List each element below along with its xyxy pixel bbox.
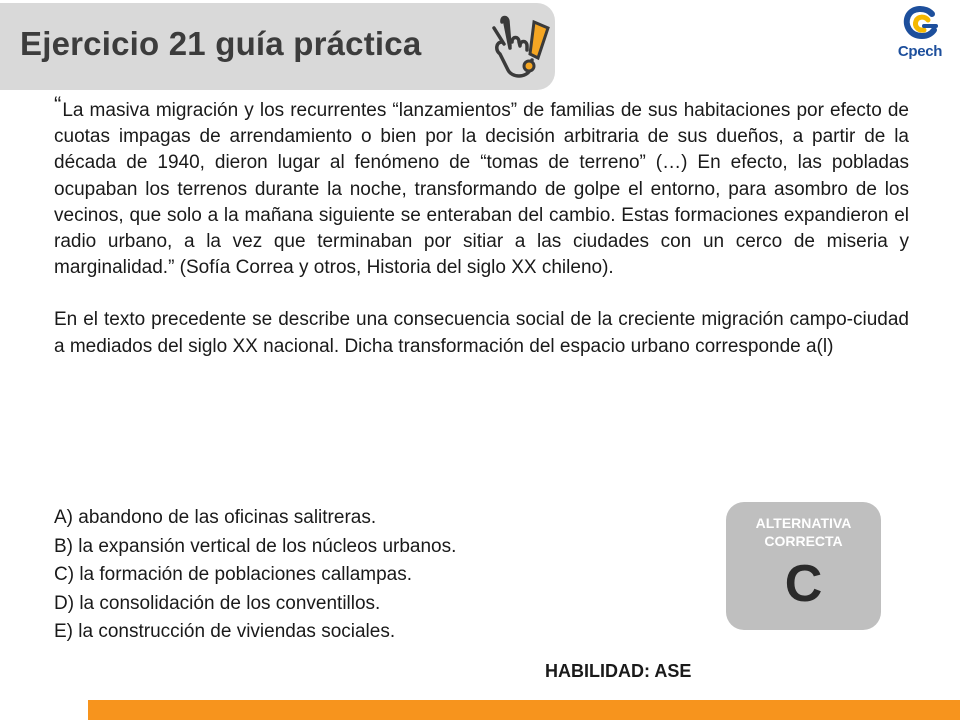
correct-answer-letter: C [784,555,823,613]
correct-answer-label [726,514,881,550]
skill-label: HABILIDAD: ASE [545,661,692,681]
cpech-logo-mark [888,4,952,44]
passage-text: La masiva migración y los recurrentes “lanzamientos” de familias de sus habitaciones por efecto de cuotas impagas de arrendamiento o bien por la decisión arbitraria de sus dueños, a partir de la década de 1940, dieron lugar al fenómeno de “tomas de terreno” (…) En efecto, las pobladas ocupaban los terrenos durante la noche, transformando de golpe el entorno, para asombro de los vecinos, que solo a la mañana siguiente se enteraban del cambio. Estas formaciones expandieron el radio urbano, a la vez que terminaban por sitiar a las ciudades con un cerco de miseria y marginalidad.” (Sofía Correa y otros, Historia del siglo XX chileno). [54,100,909,279]
footer-accent-bar [88,700,960,720]
option-d: D) la consolidación de los conventillos. [54,592,381,614]
answer-label-line1: ALTERNATIVA [755,515,852,531]
answer-label-line2: CORRECTA [764,533,843,549]
options-list [54,504,694,647]
open-quote: “ [54,92,62,117]
option-b: B) la expansión vertical de los núcleos urbanos. [54,535,457,557]
option-a: A) abandono de las oficinas salitreras. [54,507,377,528]
page-title: Ejercicio 21 guía práctica [20,25,422,62]
header-tab [0,3,555,90]
correct-answer-box [726,502,881,630]
option-c: C) la formación de poblaciones callampas. [54,564,413,585]
option-e: E) la construcción de viviendas sociales. [54,621,396,642]
hand-pointer-exclamation-icon [482,8,560,86]
question-text: En el texto precedente se describe una consecuencia social de la creciente migración campo-ciudad a mediados del siglo XX nacional. Dicha transformación del espacio urbano corresponde a(l) [54,309,909,357]
cpech-logo-text: Cpech [897,43,943,60]
passage-block [54,92,909,360]
passage-paragraph [54,92,909,281]
cpech-logo [888,4,952,68]
